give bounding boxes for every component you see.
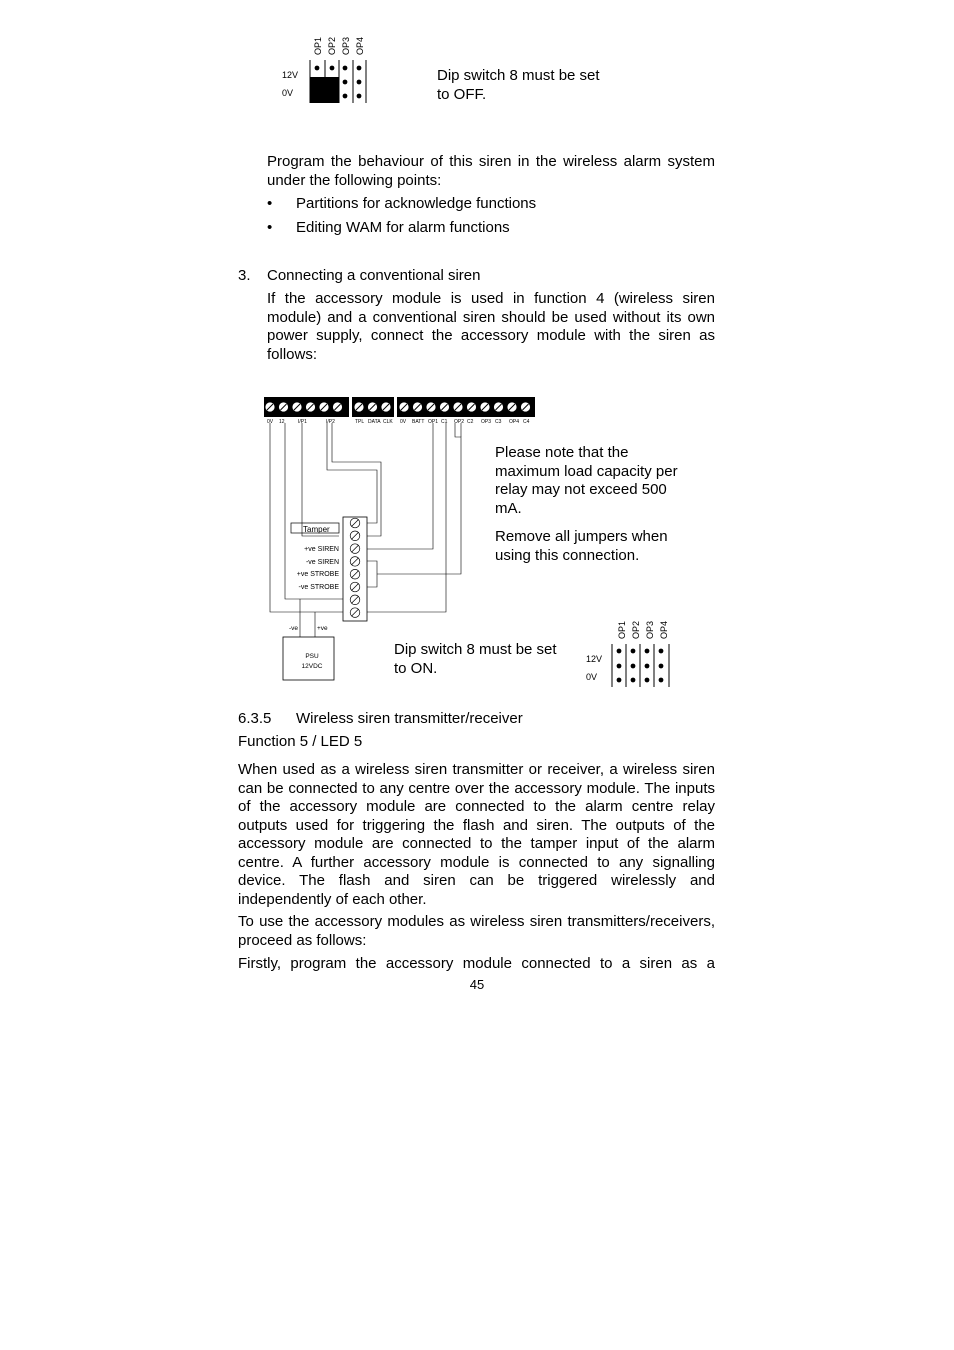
psu-terminal-neg: -ve bbox=[289, 625, 299, 632]
dip-row-label-0v: 0V bbox=[586, 672, 598, 682]
siren-label-pos-siren: +ve SIREN bbox=[304, 546, 339, 553]
dip-switch-diagram-off bbox=[276, 30, 376, 110]
dip-header-op1: OP1 bbox=[313, 36, 323, 55]
bullet-item: • Partitions for acknowledge functions bbox=[267, 192, 715, 216]
terminal-label: C2 bbox=[467, 419, 474, 425]
dip-header-op4: OP4 bbox=[355, 36, 365, 55]
dip-row-label-0v: 0V bbox=[282, 88, 294, 98]
terminal-label: C1 bbox=[441, 419, 448, 425]
psu-voltage: 12VDC bbox=[301, 663, 323, 670]
terminal-label: 12 bbox=[279, 419, 285, 425]
remove-jumpers-note: Remove all jumpers when using this connection. bbox=[495, 528, 668, 564]
terminal-label: CLK bbox=[383, 419, 393, 425]
dip-header-op3: OP3 bbox=[645, 620, 655, 639]
dip-note-off: Dip switch 8 must be set to OFF. bbox=[437, 67, 600, 103]
psu-terminal-pos: +ve bbox=[317, 625, 328, 632]
function-label: Function 5 / LED 5 bbox=[238, 733, 363, 750]
siren-label-pos-strobe: +ve STROBE bbox=[296, 571, 339, 578]
body-paragraph-1: When used as a wireless siren transmitter or receiver, a wireless siren can be connected to any centre over the accessory module. The inputs of the accessory module are connected to the alarm centre relay outputs used for triggering the flash and siren. The outputs of the accessory module are connected to the tamper input of the alarm centre. A further accessory module is connected to any signalling device. The flash and siren can be triggered wirelessly and independently of each other. bbox=[238, 761, 715, 908]
body-paragraph-2: To use the accessory modules as wireless siren transmitters/receivers, proceed as follows: bbox=[238, 913, 715, 949]
bullet-item: • Editing WAM for alarm functions bbox=[267, 216, 715, 240]
section-paragraph: If the accessory module is used in function 4 (wireless siren module) and a conventional siren should be used without its own power supply, connect the accessory module with the siren as follows: bbox=[267, 290, 715, 363]
intro-paragraph: Program the behaviour of this siren in the wireless alarm system under the following points: bbox=[267, 153, 715, 189]
page-number: 45 bbox=[469, 977, 485, 992]
terminal-label: BATT bbox=[412, 419, 425, 425]
load-capacity-note: Please note that the maximum load capacity per relay may not exceed 500 mA. bbox=[495, 444, 678, 517]
siren-label-tamper: Tamper bbox=[303, 525, 330, 534]
dip-header-op4: OP4 bbox=[659, 620, 669, 639]
dip-switch-diagram-on bbox=[580, 612, 680, 692]
terminal-label: C4 bbox=[523, 419, 530, 425]
section-heading: Connecting a conventional siren bbox=[267, 267, 481, 284]
terminal-label: C3 bbox=[495, 419, 502, 425]
section-number: 3. bbox=[238, 267, 251, 284]
dip-row-label-12v: 12V bbox=[586, 654, 603, 664]
terminal-label: I/P2 bbox=[326, 419, 335, 425]
dip-header-op1: OP1 bbox=[617, 620, 627, 639]
terminal-label: OP3 bbox=[481, 419, 492, 425]
dip-header-op3: OP3 bbox=[341, 36, 351, 55]
siren-label-neg-strobe: -ve STROBE bbox=[298, 584, 339, 591]
dip-note-on: Dip switch 8 must be set to ON. bbox=[394, 641, 557, 677]
psu-label: PSU bbox=[305, 653, 319, 660]
dip-header-op2: OP2 bbox=[631, 620, 641, 639]
subsection-number: 6.3.5 bbox=[238, 710, 272, 727]
terminal-label: OP2 bbox=[454, 419, 465, 425]
terminal-label: 0V bbox=[267, 419, 274, 425]
intro-bullet-list bbox=[267, 192, 715, 240]
terminal-label: OP1 bbox=[428, 419, 439, 425]
terminal-label: DATA bbox=[368, 419, 381, 425]
subsection-heading: Wireless siren transmitter/receiver bbox=[296, 710, 523, 727]
terminal-label: I/P1 bbox=[298, 419, 307, 425]
body-paragraph-3: Firstly, program the accessory module connected to a siren as a bbox=[238, 955, 715, 972]
terminal-label: TPL bbox=[355, 419, 365, 425]
dip-row-label-12v: 12V bbox=[282, 70, 299, 80]
terminal-label: 0V bbox=[400, 419, 407, 425]
dip-header-op2: OP2 bbox=[327, 36, 337, 55]
siren-label-neg-siren: -ve SIREN bbox=[305, 559, 339, 566]
terminal-label: OP4 bbox=[509, 419, 520, 425]
